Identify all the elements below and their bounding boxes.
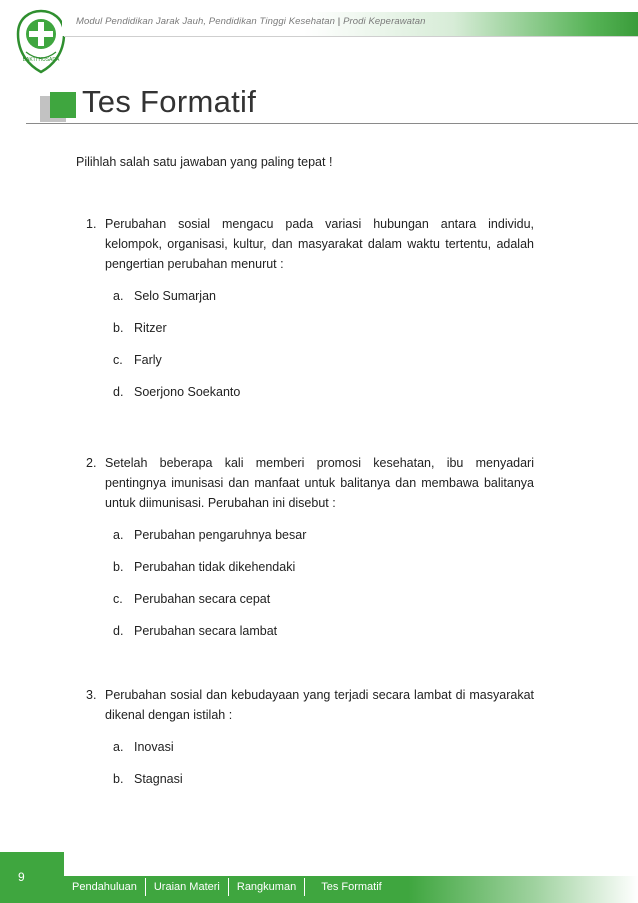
- option-b[interactable]: [113, 318, 534, 350]
- question-number: 3.: [86, 688, 97, 702]
- option-text: Farly: [134, 353, 162, 367]
- nav-rangkuman[interactable]: Rangkuman: [236, 881, 297, 893]
- option-d[interactable]: [113, 621, 534, 653]
- option-letter: b.: [113, 321, 124, 335]
- option-c[interactable]: [113, 350, 534, 382]
- header-divider: |: [335, 16, 344, 27]
- header-running-title: [76, 16, 426, 27]
- nav-uraian-materi[interactable]: Uraian Materi: [153, 881, 220, 893]
- answer-options: [76, 525, 534, 653]
- option-text: Inovasi: [134, 740, 174, 754]
- option-text: Perubahan secara lambat: [134, 624, 278, 638]
- question-number: 1.: [86, 217, 97, 231]
- title-underline: [26, 123, 638, 124]
- question-3: [76, 685, 534, 801]
- module-title: Modul Pendidikan Jarak Jauh, Pendidikan Tinggi Kesehatan: [76, 16, 336, 27]
- nav-tes-formatif[interactable]: Tes Formatif: [321, 881, 382, 893]
- option-letter: c.: [113, 592, 123, 606]
- program-title: Prodi Keperawatan: [343, 16, 426, 27]
- option-text: Perubahan tidak dikehendaki: [134, 560, 296, 574]
- option-b[interactable]: [113, 769, 534, 801]
- question-text: Setelah beberapa kali memberi promosi kesehatan, ibu menyadari pentingnya imunisasi dan manfaat untuk balitanya dan membawa balitanya untuk diimunisasi. Perubahan ini disebut :: [105, 456, 534, 510]
- option-letter: a.: [113, 740, 124, 754]
- option-letter: b.: [113, 772, 124, 786]
- option-text: Ritzer: [134, 321, 167, 335]
- question-text: Perubahan sosial dan kebudayaan yang terjadi secara lambat di masyarakat dikenal dengan istilah :: [105, 688, 534, 722]
- option-letter: d.: [113, 624, 124, 638]
- option-a[interactable]: [113, 737, 534, 769]
- option-letter: d.: [113, 385, 124, 399]
- option-a[interactable]: [113, 525, 534, 557]
- question-number: 2.: [86, 456, 97, 470]
- footer-navigation: [64, 876, 390, 903]
- title-squares-icon: [40, 92, 76, 124]
- header-divider-line: [64, 36, 638, 37]
- page-number-box: [0, 852, 64, 903]
- option-c[interactable]: [113, 589, 534, 621]
- section-title: Tes Formatif: [82, 84, 257, 119]
- question-1: [76, 214, 534, 414]
- option-text: Selo Sumarjan: [134, 289, 216, 303]
- option-text: Stagnasi: [134, 772, 183, 786]
- option-text: Perubahan secara cepat: [134, 592, 271, 606]
- question-text: Perubahan sosial mengacu pada variasi hubungan antara individu, kelompok, organisasi, kultur, dan masyarakat dalam waktu tertentu, adalah pengertian perubahan menurut :: [105, 217, 534, 271]
- option-text: Perubahan pengaruhnya besar: [134, 528, 307, 542]
- option-letter: c.: [113, 353, 123, 367]
- option-b[interactable]: [113, 557, 534, 589]
- page-number: 9: [18, 870, 25, 884]
- question-2: [76, 453, 534, 653]
- green-square: [50, 92, 76, 118]
- option-letter: b.: [113, 560, 124, 574]
- option-text: Soerjono Soekanto: [134, 385, 241, 399]
- instruction-text: Pilihlah salah satu jawaban yang paling tepat !: [76, 155, 333, 169]
- answer-options: [76, 737, 534, 801]
- answer-options: [76, 286, 534, 414]
- option-letter: a.: [113, 528, 124, 542]
- option-a[interactable]: [113, 286, 534, 318]
- option-letter: a.: [113, 289, 124, 303]
- logo-lettering: BAKTI HUSADA: [22, 57, 60, 63]
- option-d[interactable]: [113, 382, 534, 414]
- nav-pendahuluan[interactable]: Pendahuluan: [72, 881, 137, 893]
